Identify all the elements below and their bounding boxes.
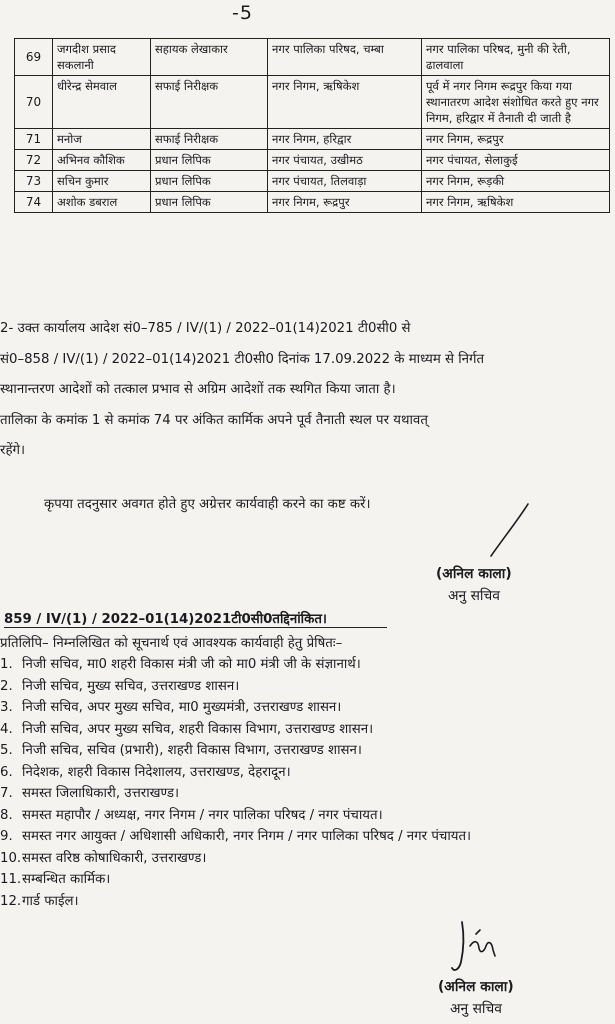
paragraph-line: सं0–858 / IV/(1) / 2022–01(14)2021 टी0सी0 दिनांक 17.09.2022 के माध्यम से निर्गत bbox=[0, 351, 485, 367]
reference-underline bbox=[4, 627, 387, 628]
table-row bbox=[15, 192, 610, 213]
serial-number-cell: 72 bbox=[15, 150, 53, 171]
item-number: 12. bbox=[0, 893, 22, 909]
current-posting-cell: नगर निगम, ऋषिकेश bbox=[268, 76, 422, 129]
paragraph-line: स्थानान्तरण आदेशों को तत्काल प्रभाव से अग्रिम आदेशों तक स्थगित किया जाता है। bbox=[0, 382, 396, 397]
employee-name-cell: मनोज bbox=[53, 129, 151, 150]
copy-to-intro: प्रतिलिपि– निम्नलिखित को सूचनार्थ एवं आवश्यक कार्यवाही हेतु प्रेषितः– bbox=[0, 636, 343, 651]
list-item bbox=[0, 848, 610, 870]
item-number: 3. bbox=[0, 700, 13, 715]
table-row bbox=[15, 171, 610, 192]
item-number: 1. bbox=[0, 657, 13, 672]
serial-number-cell: 69 bbox=[15, 39, 53, 76]
signature-block-2 bbox=[438, 976, 514, 1020]
item-number: 11. bbox=[0, 872, 22, 887]
item-text: समस्त महापौर / अध्यक्ष, नगर निगम / नगर पालिका परिषद / नगर पंचायत। bbox=[22, 807, 383, 823]
item-text: समस्त नगर आयुक्त / अधिशासी अधिकारी, नगर निगम / नगर पालिका परिषद / नगर पंचायत। bbox=[22, 829, 472, 844]
new-posting-cell: नगर निगम, ऋषिकेश bbox=[422, 192, 610, 213]
current-posting-cell: नगर निगम, हरिद्वार bbox=[268, 129, 422, 150]
signatory-designation: अनु सचिव bbox=[448, 588, 500, 604]
paragraph-line: तालिका के कमांक 1 से कमांक 74 पर अंकित कार्मिक अपने पूर्व तैनाती स्थल पर यथावत् bbox=[0, 412, 428, 428]
item-number: 6. bbox=[0, 764, 13, 780]
paragraph-line: रहेंगे। bbox=[0, 443, 26, 458]
list-item bbox=[0, 869, 610, 891]
employee-name-cell: अशोक डबराल bbox=[53, 192, 151, 213]
item-text: समस्त जिलाधिकारी, उत्तराखण्ड। bbox=[22, 786, 180, 801]
item-number: 5. bbox=[0, 743, 13, 758]
list-item bbox=[0, 891, 610, 913]
signatory-name: (अनिल काला) bbox=[438, 979, 514, 995]
designation-cell: सहायक लेखाकार bbox=[151, 39, 268, 76]
list-item bbox=[0, 676, 610, 698]
paragraph-line: 2- उक्त कार्यालय आदेश सं0–785 / IV/(1) / 2022–01(14)2021 टी0सी0 से bbox=[0, 321, 411, 336]
item-number: 2. bbox=[0, 678, 13, 694]
order-paragraph bbox=[0, 314, 612, 467]
serial-number-cell: 71 bbox=[15, 129, 53, 150]
item-number: 9. bbox=[0, 829, 13, 844]
list-item bbox=[0, 697, 610, 719]
transfer-table bbox=[14, 38, 610, 213]
signature-scribble-2 bbox=[448, 918, 502, 974]
serial-number-cell: 74 bbox=[15, 192, 53, 213]
list-item bbox=[0, 740, 610, 762]
designation-cell: सफाई निरीक्षक bbox=[151, 129, 268, 150]
list-item bbox=[0, 719, 610, 741]
new-posting-cell: नगर निगम, रूद्रपुर bbox=[422, 129, 610, 150]
employee-name-cell: जगदीश प्रसाद सकलानी bbox=[53, 39, 151, 76]
serial-number-cell: 70 bbox=[15, 76, 53, 129]
designation-cell: सफाई निरीक्षक bbox=[151, 76, 268, 129]
designation-cell: प्रधान लिपिक bbox=[151, 171, 268, 192]
list-item bbox=[0, 654, 610, 676]
item-number: 10. bbox=[0, 850, 22, 866]
item-text: समस्त वरिष्ठ कोषाधिकारी, उत्तराखण्ड। bbox=[22, 850, 207, 866]
copy-to-list bbox=[0, 654, 610, 912]
signature-block-1 bbox=[436, 563, 512, 607]
designation-cell: प्रधान लिपिक bbox=[151, 150, 268, 171]
item-text: निजी सचिव, सचिव (प्रभारी), शहरी विकास विभाग, उत्तराखण्ड शासन। bbox=[22, 743, 362, 758]
list-item bbox=[0, 805, 610, 827]
employee-name-cell: अभिनव कौशिक bbox=[53, 150, 151, 171]
table-row bbox=[15, 76, 610, 129]
table-row bbox=[15, 150, 610, 171]
employee-name-cell: सचिन कुमार bbox=[53, 171, 151, 192]
current-posting-cell: नगर निगम, रूद्रपुर bbox=[268, 192, 422, 213]
signatory-name: (अनिल काला) bbox=[436, 566, 512, 582]
new-posting-cell: नगर निगम, रूड़की bbox=[422, 171, 610, 192]
item-text: निजी सचिव, मा0 शहरी विकास मंत्री जी को मा0 मंत्री जी के संज्ञानार्थ। bbox=[22, 657, 361, 672]
item-number: 8. bbox=[0, 807, 13, 823]
signature-stroke-1 bbox=[488, 500, 532, 560]
signatory-designation: अनु सचिव bbox=[450, 1001, 502, 1017]
designation-cell: प्रधान लिपिक bbox=[151, 192, 268, 213]
item-number: 7. bbox=[0, 786, 13, 801]
page-number: -5 bbox=[232, 2, 253, 24]
current-posting-cell: नगर पालिका परिषद, चम्बा bbox=[268, 39, 422, 76]
current-posting-cell: नगर पंचायत, तिलवाड़ा bbox=[268, 171, 422, 192]
serial-number-cell: 73 bbox=[15, 171, 53, 192]
item-text: गार्ड फाईल। bbox=[22, 893, 79, 909]
item-text: निजी सचिव, मुख्य सचिव, उत्तराखण्ड शासन। bbox=[22, 678, 240, 694]
item-text: निदेशक, शहरी विकास निदेशालय, उत्तराखण्ड, देहरादून। bbox=[22, 764, 291, 780]
employee-name-cell: धीरेन्द्र सेमवाल bbox=[53, 76, 151, 129]
list-item bbox=[0, 826, 610, 848]
new-posting-cell: पूर्व में नगर निगम रूद्रपुर किया गया स्थानातरण आदेश संशोधित करते हुए नगर निगम, हरिद्वार में तैनाती दी जाती है bbox=[422, 76, 610, 129]
item-number: 4. bbox=[0, 721, 13, 737]
item-text: निजी सचिव, अपर मुख्य सचिव, शहरी विकास विभाग, उत्तराखण्ड शासन। bbox=[22, 721, 374, 737]
item-text: सम्बन्धित कार्मिक। bbox=[22, 872, 111, 887]
list-item bbox=[0, 762, 610, 784]
request-line: कृपया तदनुसार अवगत होते हुए अग्रेत्तर कार्यवाही करने का कष्ट करें। bbox=[44, 497, 371, 512]
new-posting-cell: नगर पालिका परिषद, मुनी की रेती, ढालवाला bbox=[422, 39, 610, 76]
reference-number: 859 / IV/(1) / 2022–01(14)2021टी0सी0तद्दिनांकित। bbox=[4, 612, 327, 627]
item-text: निजी सचिव, अपर मुख्य सचिव, मा0 मुख्यमंत्री, उत्तराखण्ड शासन। bbox=[22, 700, 342, 715]
current-posting-cell: नगर पंचायत, उखीमठ bbox=[268, 150, 422, 171]
table-row bbox=[15, 129, 610, 150]
list-item bbox=[0, 783, 610, 805]
new-posting-cell: नगर पंचायत, सेलाकुई bbox=[422, 150, 610, 171]
table-row bbox=[15, 39, 610, 76]
